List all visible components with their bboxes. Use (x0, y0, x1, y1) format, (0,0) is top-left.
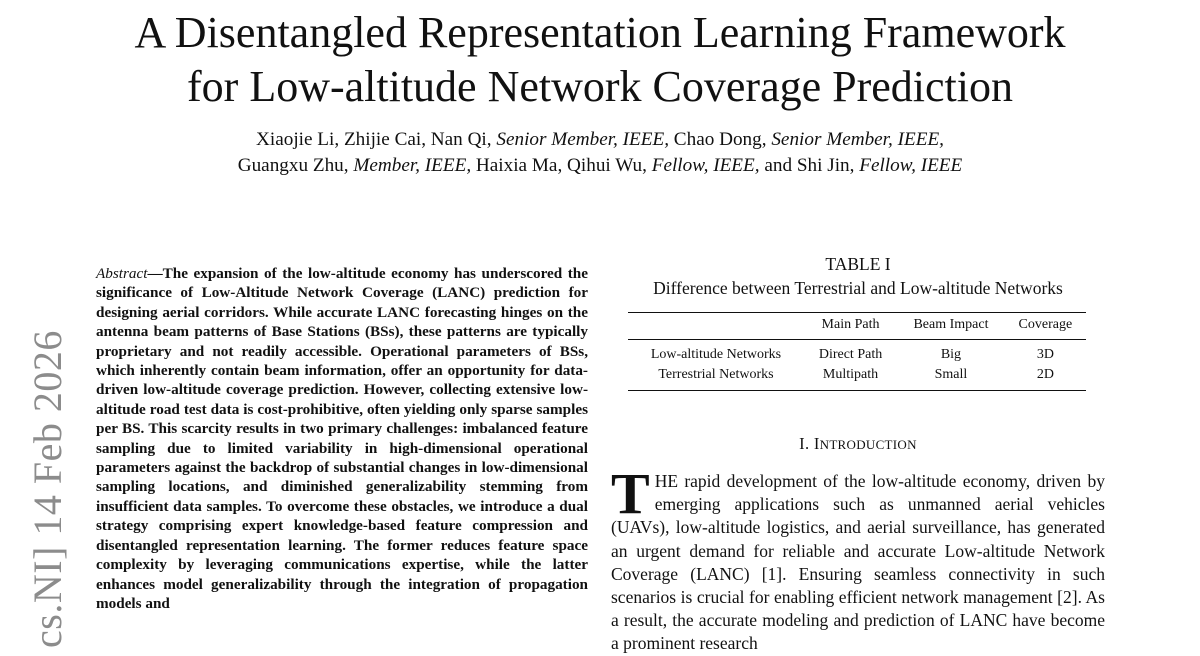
section-heading-introduction (610, 432, 1106, 457)
table-cell: Small (934, 367, 968, 382)
abstract (96, 264, 588, 613)
abstract-label: Abstract (96, 265, 148, 282)
table-cell: 3D (1036, 347, 1054, 362)
comparison-table (628, 312, 1086, 391)
drop-cap: T (611, 461, 650, 526)
section-number: I. (799, 434, 814, 453)
author-affiliation: Member, IEEE, (353, 155, 472, 176)
author-affiliation: Senior Member, IEEE, (771, 129, 944, 150)
introduction-text: HE rapid development of the low-altitude economy, driven by emerging applications such as unmanned aerial vehicles (UAVs), low-altitude logistics, and aerial surveillance, has generated an urgent demand for reliable and accurate Low-altitude Network Coverage (LANC) [1]. Ensuring seamless connectivity in such scenarios is crucial for enabling efficient network management [2]. As a result, the accurate modeling and prediction of LANC have become a prominent research (611, 471, 1105, 654)
table-row (628, 365, 1086, 391)
table-header-cell (628, 313, 804, 340)
abstract-body: The expansion of the low-altitude economy has underscored the significance of Low-Altitude Network Coverage (LANC) prediction for designing aerial corridors. While accurate LANC forecasting hinges on the antenna beam patterns of Base Stations (BSs), these patterns are typically proprietary and not readily accessible. Operational parameters of BSs, which inherently contain beam information, offer an opportunity for data-driven low-altitude coverage prediction. However, collecting extensive low-altitude road test data is cost-prohibitive, often yielding only sparse samples per BS. This scarcity results in two primary challenges: imbalanced feature sampling due to limited variability in high-dimensional operational parameters against the backdrop of substantial changes in low-dimensional sampling locations, and diminished generalizability stemming from insufficient data samples. To overcome these obstacles, we introduce a dual strategy comprising expert knowledge-based feature compression and disentangled representation learning. The former reduces feature space complexity by leveraging communications expertise, while the latter enhances model generalizability through the integration of propagation models and (96, 265, 588, 612)
table-cell: Direct Path (818, 347, 883, 362)
table-cell: Big (940, 347, 962, 362)
paper-title-line-2: for Low-altitude Network Coverage Prediction (187, 62, 1013, 111)
table-header-cell: Coverage (1018, 317, 1073, 332)
paper-title (0, 6, 1200, 114)
author-list (0, 127, 1200, 179)
author-names: Chao Dong, (669, 129, 772, 150)
table-header-cell: Beam Impact (913, 317, 989, 332)
table-title: Difference between Terrestrial and Low-altitude Networks (653, 278, 1063, 298)
author-names: Xiaojie Li, Zhijie Cai, Nan Qi, (256, 129, 497, 150)
author-affiliation: Fellow, IEEE, (651, 155, 760, 176)
abstract-dash: — (147, 265, 163, 282)
table-row (628, 340, 1086, 366)
author-affiliation: Fellow, IEEE (859, 155, 963, 176)
authors-line-1 (256, 129, 944, 150)
table-cell: Terrestrial Networks (658, 367, 774, 382)
arxiv-stamp: cs.NI] 14 Feb 2026 (25, 330, 70, 648)
table-caption (610, 252, 1106, 300)
table-cell: 2D (1036, 367, 1054, 382)
author-affiliation: Senior Member, IEEE, (496, 129, 669, 150)
table (628, 312, 1086, 391)
table-number: TABLE I (825, 254, 891, 274)
introduction-paragraph (611, 461, 1105, 656)
author-names: Guangxu Zhu, (237, 155, 354, 176)
paper-title-line-1: A Disentangled Representation Learning Framework (134, 8, 1066, 57)
section-title-rest: NTRODUCTION (819, 437, 917, 452)
table-header-row (628, 313, 1086, 340)
author-names: and Shi Jin, (759, 155, 860, 176)
table-cell: Low-altitude Networks (650, 347, 782, 362)
author-names: Haixia Ma, Qihui Wu, (471, 155, 652, 176)
authors-line-2 (238, 155, 963, 176)
table-header-cell: Main Path (821, 317, 880, 332)
section-title-initial: I (813, 434, 820, 453)
table-cell: Multipath (822, 367, 879, 382)
